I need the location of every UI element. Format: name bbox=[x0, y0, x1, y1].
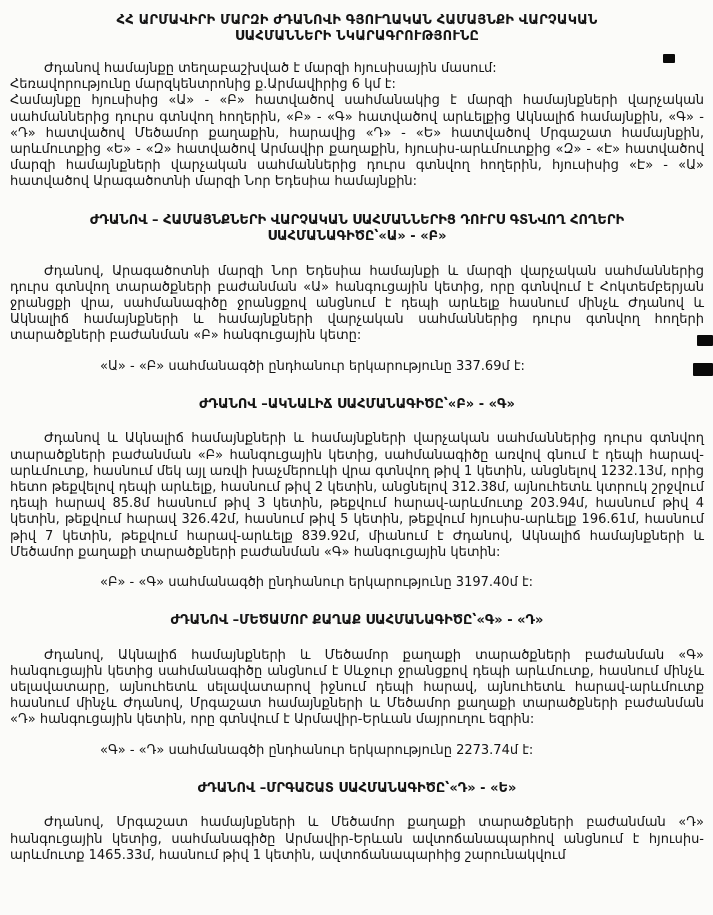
heading-line: ԺԴԱՆՈՎ –ԱԿՆԱԼԻՃ ՍԱՀՄԱՆԱԳԻԾԸ՝«Բ» - «Գ» bbox=[199, 396, 515, 412]
section-body-d-e: Ժդանով, Մրգաշատ համայնքների և Մեծամոր քաղաքի տարածքների բաժանման «Դ» հանգուցային կետից, սահմանագիծը Արմավիր-Երևան ավտոճանապարհով անցնում է հյուսիս-արևմուտք 1465.33մ, հասնում թիվ 1 կետին, ավտոճանապարհից շարունակվում bbox=[10, 815, 704, 863]
document-title-line1: ՀՀ ԱՐՄԱՎԻՐԻ ՄԱՐԶԻ ԺԴԱՆՈՎԻ ԳՅՈՒՂԱԿԱՆ ՀԱՄԱՅՆՔԻ ՎԱՐՉԱԿԱՆ bbox=[116, 13, 598, 28]
heading-line: ԺԴԱՆՈՎ –ՄՐԳԱՇԱՏ ՍԱՀՄԱՆԱԳԻԾԸ՝«Դ» - «Ե» bbox=[197, 780, 517, 796]
section-heading-b-g bbox=[10, 397, 704, 414]
intro-paragraph-borders: Համայնքը հյուսիսից «Ա» - «Բ» հատվածով սահմանակից է մարզի համայնքների վարչական սահմաններից դուրս գտնվող հողերին, «Բ» - «Գ» հատվածով արևելքից Ակնալիճ համայնքին, «Գ» - «Դ» հատվածով Մեծամոր քաղաքին, հարավից «Դ» - «Ե» հատվածով Մրգաշատ համայնքին, արևմուտքից «Ե» - «Զ» հատվածով Արմավիր քաղաքին, հյուսիս-արևմուտքից «Զ» - «Է» հատվածով մարզի համայնքների վարչական սահմաններից դուրս գտնվող հողերին, հյուսիսից «Է» - «Ա» հատվածով Արագածոտնի մարզի Նոր Եդեսիա համայնքին: bbox=[10, 93, 704, 190]
heading-line: ԺԴԱՆՈՎ –ՄԵԾԱՄՈՐ ՔԱՂԱՔ ՍԱՀՄԱՆԱԳԻԾԸ՝«Գ» - «Դ» bbox=[170, 613, 544, 629]
section-body-b-g: Ժդանով և Ակնալիճ համայնքների և համայնքների վարչական սահմաններից դուրս գտնվող տարածքների բաժանման «Բ» հանգուցային կետից, սահմանագիծը առվով գնում է դեպի հարավ-արևմուտք, հասնում մեկ այլ առվի խաչմերուկի վրա գտնվող թիվ 1 կետին, անցնելով 1232.13մ, որից հետո թեքվելով դեպի արևելք, հասնում թիվ 2 կետին, անցնելով 312.38մ, այնուհետև կտրուկ շրջվում դեպի հարավ 85.8մ հասնում թիվ 3 կետին, թեքվում հարավ-արևմուտք 203.94մ, հասնում թիվ 4 կետին, թեքվում հարավ 326.42մ, հասնում թիվ 5 կետին, թեքվում հյուսիս-արևելք 196.61մ, հասնում թիվ 7 կետին, թեքվում հարավ-արևելք 839.92մ, միանում է Ժդանով, Ակնալիճ համայնքների և Մեծամոր քաղաքի տարածքների բաժանման «Գ» հանգուցային կետին: bbox=[10, 431, 704, 560]
heading-line: ԺԴԱՆՈՎ – ՀԱՄԱՅՆՔՆԵՐԻ ՎԱՐՉԱԿԱՆ ՍԱՀՄԱՆՆԵՐԻՑ ԴՈՒՐՍ ԳՏՆՎՈՂ ՀՈՂԵՐԻ bbox=[89, 212, 625, 228]
document-title bbox=[10, 13, 704, 45]
section-heading-g-d bbox=[10, 613, 704, 630]
scan-artifact bbox=[693, 363, 713, 376]
section-body-g-d: Ժդանով, Ակնալիճ համայնքների և Մեծամոր քաղաքի տարածքների բաժանման «Գ» հանգուցային կետից սահմանագիծը անցնում է Սևջուր ջրանցքով դեպի արևմուտք, հասնում մինչև սելավատարը, այնուհետև սելավատարով իջնում դեպի հարավ, այնուհետև հարավ-արևմուտք հասնում մինչև Ժդանով, Մրգաշատ համայնքների և Մեծամոր քաղաքի տարածքների բաժանման «Դ» հանգուցային կետին, որը գտնվում է Արմավիր-Երևան մայրուղու եզրին: bbox=[10, 647, 704, 728]
scan-artifact bbox=[663, 54, 675, 63]
section-heading-a-b bbox=[10, 213, 704, 246]
section-length-g-d: «Գ» - «Դ» սահմանագծի ընդհանուր երկարությունը 2273.74մ է: bbox=[100, 742, 534, 758]
section-body-a-b: Ժդանով, Արագածոտնի մարզի Նոր Եդեսիա համայնքի և մարզի վարչական սահմաններից դուրս գտնվող տարածքների բաժանման «Ա» հանգուցային կետից, որը գտնվում է Հոկտեմբերյան ջրանցքի վրա, սահմանագիծը ջրանցքով անցնում է դեպի արևելք հասնում մինչև Ժդանով և Ակնալիճ համայնքների և համայնքների վարչական սահմաններից դուրս գտնվող հողերի տարածքների բաժանման «Բ» հանգուցային կետը: bbox=[10, 263, 704, 344]
document-title-line2: ՍԱՀՄԱՆՆԵՐԻ ՆԿԱՐԱԳՐՈՒԹՅՈՒՆԸ bbox=[234, 29, 480, 44]
intro-paragraph-distance: Հեռավորությունը մարզկենտրոնից ք.Արմավիրից 6 կմ է: bbox=[10, 77, 396, 93]
section-length-b-g: «Բ» - «Գ» սահմանագծի ընդհանուր երկարությունը 3197.40մ է: bbox=[100, 574, 534, 590]
heading-line: ՍԱՀՄԱՆԱԳԻԾԸ՝«Ա» - «Բ» bbox=[267, 229, 447, 245]
section-length-a-b: «Ա» - «Բ» սահմանագծի ընդհանուր երկարությունը 337.69մ է: bbox=[100, 358, 525, 374]
scan-artifact bbox=[697, 335, 713, 346]
intro-paragraph-location: Ժդանով համայնքը տեղաբաշխված է մարզի հյուսիսային մասում: bbox=[44, 61, 497, 76]
section-heading-d-e bbox=[10, 781, 704, 798]
